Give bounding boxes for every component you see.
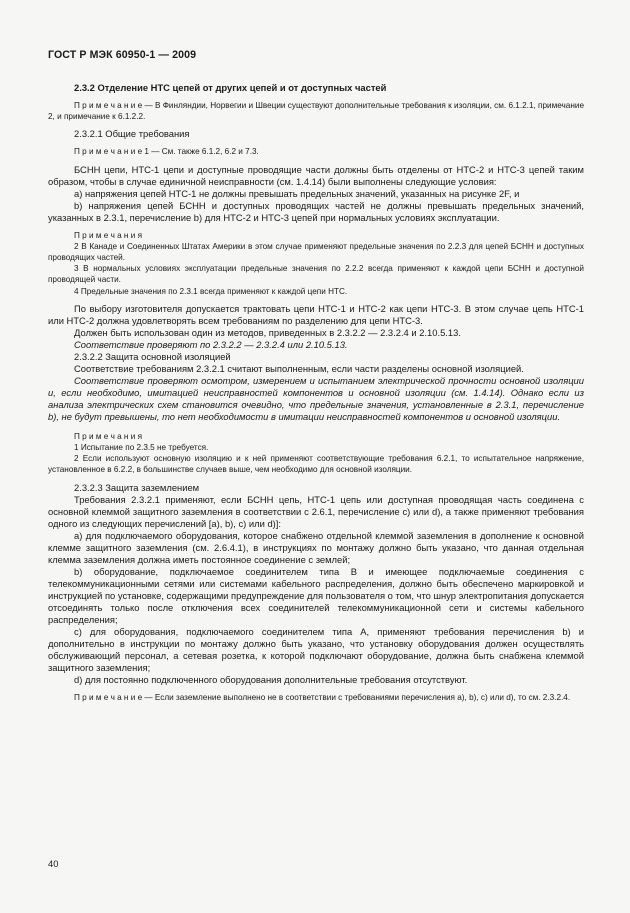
section-heading: 2.3.2 Отделение НТС цепей от других цепей и от доступных частей bbox=[74, 82, 387, 93]
subsection-heading-2323: 2.3.2.3 Защита заземлением bbox=[74, 481, 200, 493]
note-3: 3 В нормальных условиях эксплуатации предельные значения по 2.2.2 всегда применяют к каждой цепи БСНН и доступной проводящей части. bbox=[48, 264, 584, 285]
paragraph: По выбору изготовителя допускается трактовать цепи НТС-1 и НТС-2 как цепи НТС-3. В этом случае цепь НТС-1 или НТС-2 должна удовлетворять всем требованиям по разделению для цепи НТС-3. bbox=[48, 302, 584, 326]
notes-label: П р и м е ч а н и я bbox=[74, 230, 143, 240]
page-number: 40 bbox=[48, 858, 59, 869]
list-item-a: а) для подключаемого оборудования, которое снабжено отдельной клеммой заземления в дополнение к основной клемме защитного заземления (см. 2.6.4.1), в инструкциях по монтажу должно быть указано, что данная отдельная клемма заземления должна иметь постоянное соединение с землей; bbox=[48, 529, 584, 565]
note-1 bbox=[48, 146, 584, 157]
note-label: П р и м е ч а н и е bbox=[74, 101, 143, 110]
note-2: 2 Если используют основную изоляцию и к ней применяют соответствующие требования 6.2.1, то испытательное напряжение, установленное в 6.2.2, в большинстве случаев выше, чем необходимо для основной изоляции. bbox=[48, 454, 584, 475]
note-text: 1 — См. также 6.1.2, 6.2 и 7.3. bbox=[142, 147, 259, 157]
notes-label: П р и м е ч а н и я bbox=[74, 431, 143, 441]
list-item-b: b) оборудование, подключаемое соединителем типа В и имеющее подключаемые соединения с телекоммуникационными сетями или системами кабельного распределения, должно быть обеспечено маркировкой и инструкцией по установке, содержащими предупреждение для пользователя о том, что шнур электропитания допускается отсоединять только после отключения всех соединителей телекоммуникационной сети и системы кабельного распределения; bbox=[48, 565, 584, 625]
document-body bbox=[48, 82, 584, 703]
list-item-b: b) напряжения цепей БСНН и доступных проводящих частей не должны превышать предельных значений, указанных в 2.3.1, перечисление b) для НТС-2 и НТС-3 цепей при нормальных условиях эксплуатации. bbox=[48, 199, 584, 223]
note-label: П р и м е ч а н и е bbox=[74, 147, 143, 157]
note-4: 4 Предельные значения по 2.3.1 всегда применяют к каждой цепи НТС. bbox=[74, 286, 348, 296]
paragraph: БСНН цепи, НТС-1 цепи и доступные проводящие части должны быть отделены от НТС-2 и НТС-3 цепей таким образом, чтобы в случае единичной неисправности (см. 1.4.14) были выполнены следующие условия: bbox=[48, 163, 584, 187]
paragraph: Требования 2.3.2.1 применяют, если БСНН цепь, НТС-1 цепь или доступная проводящая часть соединена с основной клеммой защитного заземления в соответствии с 2.6.1, перечисление с) или d), а также применяют требования одного из следующих перечислений [а), b), с) или d)]: bbox=[48, 493, 584, 529]
subsection-heading-2322: 2.3.2.2 Защита основной изоляцией bbox=[74, 350, 231, 362]
note-label: П р и м е ч а н и е bbox=[74, 692, 143, 702]
document-header: ГОСТ Р МЭК 60950-1 — 2009 bbox=[48, 49, 197, 61]
note-2: 2 В Канаде и Соединенных Штатах Америки в этом случае применяют предельные значения по 2.2.3 для цепей БСНН и доступных проводящих частей. bbox=[48, 241, 584, 263]
section-note bbox=[48, 692, 584, 703]
compliance-check: Соответствие проверяют осмотром, измерением и испытанием электрической прочности основной изоляции и, если необходимо, имитацией неисправностей компонентов и основной изоляции (см. 1.4.14). Однако если из анализа электрических схем становится очевидно, что предельные значения, установленные в 2.3.1, перечисление b), не будут превышены, то нет необходимости в имитации неисправностей компонентов и основной изоляции. bbox=[48, 374, 584, 422]
subsection-heading-2321: 2.3.2.1 Общие требования bbox=[74, 128, 190, 140]
section-note bbox=[48, 100, 584, 122]
note-text: — Если заземление выполнено не в соответствии с требованиями перечисления а), b), с) или d), то см. 2.3.2.4. bbox=[142, 692, 571, 702]
compliance-check: Соответствие проверяют по 2.3.2.2 — 2.3.2.4 или 2.10.5.13. bbox=[74, 338, 348, 350]
note-1: 1 Испытание по 2.3.5 не требуется. bbox=[74, 443, 209, 453]
note-text: — В Финляндии, Норвегии и Швеции существуют дополнительные требования к изоляции, см. 6.1.2.1, примечание 2, и примечание к 6.1.2.2. bbox=[48, 101, 584, 122]
paragraph: Соответствие требованиям 2.3.2.1 считают выполненным, если части разделены основной изоляцией. bbox=[74, 362, 524, 374]
paragraph: Должен быть использован один из методов, приведенных в 2.3.2.2 — 2.3.2.4 и 2.10.5.13. bbox=[74, 326, 461, 338]
list-item-a: а) напряжения цепей НТС-1 не должны превышать предельных значений, указанных на рисунке 2F, и bbox=[74, 187, 520, 199]
list-item-d: d) для постоянно подключенного оборудования дополнительные требования отсутствуют. bbox=[74, 673, 468, 685]
list-item-c: с) для оборудования, подключаемого соединителем типа А, применяют требования перечисления b) и дополнительно в инструкции по монтажу должно быть указано, что установку оборудования должен осуществлять обслуживающий персонал, а сетевая розетка, к которой подключают оборудование, должна быть снабжена клеммой защитного заземления; bbox=[48, 625, 584, 673]
